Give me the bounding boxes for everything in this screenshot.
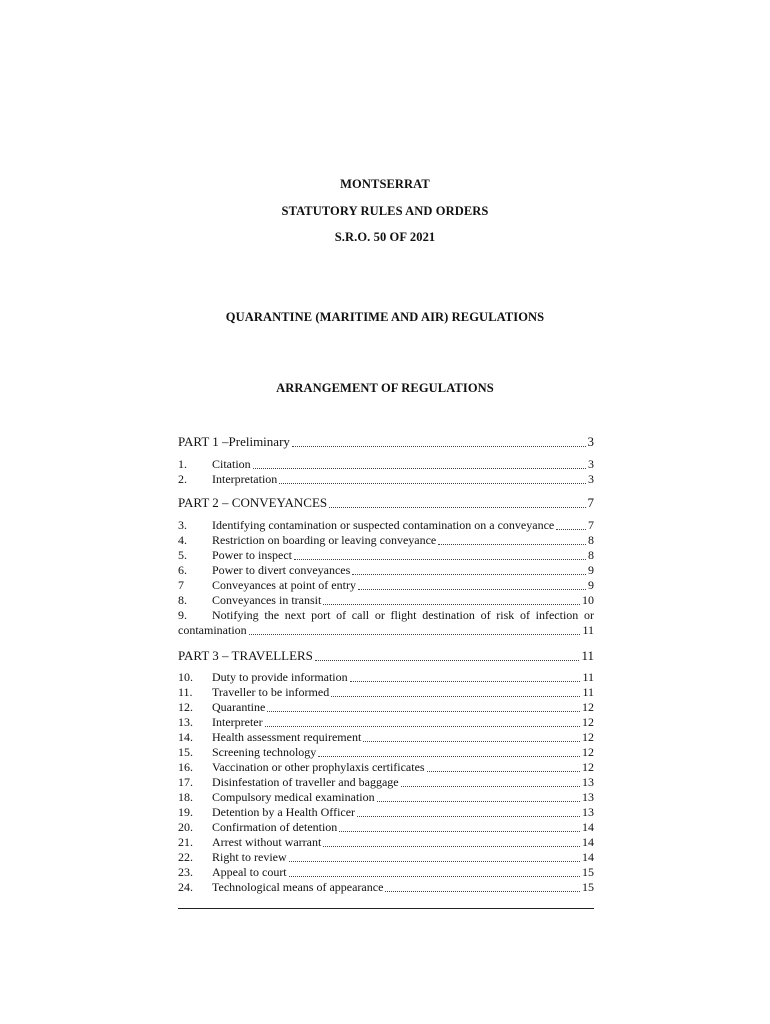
entry-title: Identifying contamination or suspected contamination on a conveyance xyxy=(212,518,555,532)
entry-number: 17. xyxy=(178,775,193,789)
toc-entry[interactable] xyxy=(178,790,594,805)
entry-page-number: 3 xyxy=(588,472,594,486)
entry-number: 23. xyxy=(178,865,193,879)
leader-dots xyxy=(427,771,580,772)
entry-number: 11. xyxy=(178,685,193,699)
entry-page-number: 13 xyxy=(582,805,594,819)
part-page-number: 3 xyxy=(587,434,594,449)
toc-entry[interactable] xyxy=(178,850,594,865)
entry-page-number: 12 xyxy=(582,715,594,729)
toc-entry[interactable] xyxy=(178,518,594,533)
toc-entry[interactable] xyxy=(178,563,594,578)
entry-page-number: 14 xyxy=(582,820,594,834)
part-1-heading[interactable] xyxy=(178,434,594,450)
toc-entry[interactable] xyxy=(178,880,594,895)
entry-number: 10. xyxy=(178,670,193,684)
entry-title: Interpretation xyxy=(212,472,278,486)
entry-number: 2. xyxy=(178,472,187,486)
leader-dots xyxy=(329,507,585,508)
entry-number: 18. xyxy=(178,790,193,804)
leader-dots xyxy=(377,801,580,802)
leader-dots xyxy=(385,891,580,892)
toc-entry[interactable] xyxy=(178,533,594,548)
leader-dots xyxy=(357,816,580,817)
leader-dots xyxy=(294,559,586,560)
entry-page-number: 13 xyxy=(582,790,594,804)
entry-number: 7 xyxy=(178,578,184,592)
toc-entry[interactable] xyxy=(178,865,594,880)
entry-title: Confirmation of detention xyxy=(212,820,338,834)
entry-title: Quarantine xyxy=(212,700,266,714)
entry-title: Detention by a Health Officer xyxy=(212,805,356,819)
toc-entry[interactable] xyxy=(178,457,594,472)
entry-page-number: 15 xyxy=(582,880,594,894)
leader-dots xyxy=(438,544,586,545)
entry-title: Vaccination or other prophylaxis certificates xyxy=(212,760,425,774)
entry-number: 24. xyxy=(178,880,193,894)
leader-dots xyxy=(289,861,580,862)
toc-entry[interactable] xyxy=(178,775,594,790)
entry-title: Disinfestation of traveller and baggage xyxy=(212,775,399,789)
entry-page-number: 11 xyxy=(582,685,594,699)
part-heading-title: PART 3 – TRAVELLERS xyxy=(178,648,313,663)
entry-page-number: 10 xyxy=(582,593,594,607)
leader-dots xyxy=(323,604,580,605)
leader-dots xyxy=(292,446,586,447)
entry-number: 21. xyxy=(178,835,193,849)
entry-page-number: 12 xyxy=(582,760,594,774)
entry-title: Technological means of appearance xyxy=(212,880,384,894)
entry-title: Compulsory medical examination xyxy=(212,790,375,804)
entry-number: 15. xyxy=(178,745,193,759)
entry-page-number: 11 xyxy=(582,670,594,684)
toc-entry[interactable] xyxy=(178,760,594,775)
entry-page-number: 8 xyxy=(588,533,594,547)
entry-page-number: 11 xyxy=(582,623,594,637)
entry-page-number: 8 xyxy=(588,548,594,562)
leader-dots xyxy=(249,634,581,635)
entry-page-number: 7 xyxy=(588,518,594,532)
entry-number: 9. xyxy=(178,608,187,622)
entry-page-number: 12 xyxy=(582,745,594,759)
toc-entry[interactable] xyxy=(178,730,594,745)
toc-entry[interactable] xyxy=(178,548,594,563)
toc-entry[interactable] xyxy=(178,820,594,835)
part-page-number: 7 xyxy=(587,495,594,510)
entry-number: 12. xyxy=(178,700,193,714)
entry-number: 22. xyxy=(178,850,193,864)
part-heading-title: PART 1 –Preliminary xyxy=(178,434,290,449)
entry-title: Restriction on boarding or leaving conveyance xyxy=(212,533,437,547)
entry-title: Health assessment requirement xyxy=(212,730,362,744)
toc-entry[interactable] xyxy=(178,670,594,685)
entry-number: 13. xyxy=(178,715,193,729)
bottom-rule xyxy=(178,908,594,909)
leader-dots xyxy=(339,831,580,832)
part-page-number: 11 xyxy=(581,648,594,663)
leader-dots xyxy=(279,483,586,484)
leader-dots xyxy=(265,726,580,727)
leader-dots xyxy=(289,876,580,877)
entry-page-number: 3 xyxy=(588,457,594,471)
entry-number: 6. xyxy=(178,563,187,577)
entry-title: Traveller to be informed xyxy=(212,685,330,699)
toc-entry[interactable] xyxy=(178,835,594,850)
series-heading: STATUTORY RULES AND ORDERS xyxy=(281,204,489,218)
leader-dots xyxy=(556,529,586,530)
regulations-title: QUARANTINE (MARITIME AND AIR) REGULATIONS xyxy=(225,310,545,324)
toc-entry[interactable] xyxy=(178,578,594,593)
leader-dots xyxy=(315,660,580,661)
part-heading-title: PART 2 – CONVEYANCES xyxy=(178,495,328,510)
entry-number: 16. xyxy=(178,760,193,774)
entry-number: 3. xyxy=(178,518,187,532)
part-3-heading[interactable] xyxy=(178,648,594,664)
toc-entry[interactable] xyxy=(178,745,594,760)
toc-entry[interactable] xyxy=(178,715,594,730)
entry-page-number: 13 xyxy=(582,775,594,789)
entry-number: 1. xyxy=(178,457,187,471)
entry-title: Conveyances at point of entry xyxy=(212,578,356,592)
leader-dots xyxy=(318,756,580,757)
entry-title: Screening technology xyxy=(212,745,317,759)
entry-page-number: 14 xyxy=(582,835,594,849)
country-heading: MONTSERRAT xyxy=(340,177,430,191)
leader-dots xyxy=(350,681,581,682)
part-2-heading[interactable] xyxy=(178,495,594,511)
leader-dots xyxy=(323,846,580,847)
toc-entry[interactable] xyxy=(178,608,594,638)
leader-dots xyxy=(363,741,580,742)
arrangement-heading: ARRANGEMENT OF REGULATIONS xyxy=(276,381,494,395)
leader-dots xyxy=(352,574,586,575)
entry-title: Appeal to court xyxy=(212,865,287,879)
entry-number: 20. xyxy=(178,820,193,834)
toc-entry[interactable] xyxy=(178,700,594,715)
entry-title: Right to review xyxy=(212,850,287,864)
leader-dots xyxy=(358,589,586,590)
toc-entry[interactable] xyxy=(178,593,594,608)
toc-entry[interactable] xyxy=(178,472,594,487)
entry-title: Duty to provide information xyxy=(212,670,348,684)
entry-title: Notifying the next port of call or flight destination of risk of infection or xyxy=(212,608,594,622)
entry-title: Power to divert conveyances xyxy=(212,563,351,577)
entry-title: Interpreter xyxy=(212,715,263,729)
entry-number: 19. xyxy=(178,805,193,819)
toc-entry[interactable] xyxy=(178,805,594,820)
entry-page-number: 15 xyxy=(582,865,594,879)
toc-entry[interactable] xyxy=(178,685,594,700)
entry-title-continued: contamination xyxy=(178,623,247,637)
leader-dots xyxy=(331,696,580,697)
entry-page-number: 12 xyxy=(582,700,594,714)
leader-dots xyxy=(401,786,580,787)
entry-title: Arrest without warrant xyxy=(212,835,322,849)
sro-number: S.R.O. 50 OF 2021 xyxy=(334,230,436,244)
entry-number: 4. xyxy=(178,533,187,547)
entry-title: Citation xyxy=(212,457,251,471)
entry-number: 14. xyxy=(178,730,193,744)
entry-title: Conveyances in transit xyxy=(212,593,322,607)
entry-number: 8. xyxy=(178,593,187,607)
entry-page-number: 9 xyxy=(588,563,594,577)
entry-number: 5. xyxy=(178,548,187,562)
entry-page-number: 12 xyxy=(582,730,594,744)
leader-dots xyxy=(253,468,586,469)
leader-dots xyxy=(267,711,580,712)
entry-page-number: 14 xyxy=(582,850,594,864)
entry-title: Power to inspect xyxy=(212,548,292,562)
entry-page-number: 9 xyxy=(588,578,594,592)
